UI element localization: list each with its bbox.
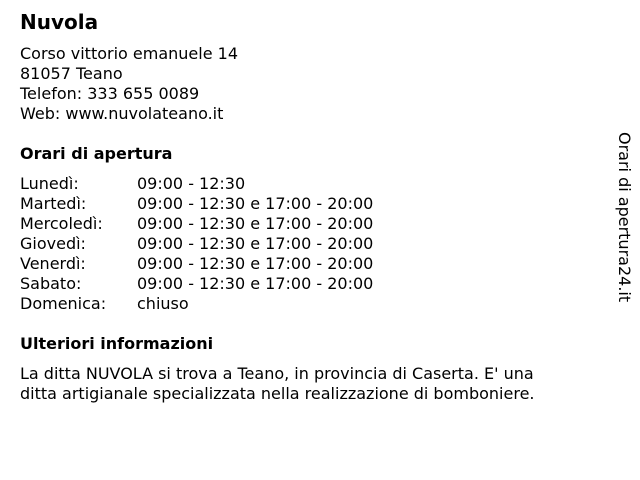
hours-row-wednesday bbox=[20, 214, 373, 234]
info-description bbox=[20, 364, 600, 404]
hours-time: chiuso bbox=[137, 294, 189, 313]
hours-row-tuesday bbox=[20, 194, 373, 214]
side-brand: Orari di apertura24.it bbox=[615, 132, 634, 303]
hours-row-thursday bbox=[20, 234, 373, 254]
business-name: Nuvola bbox=[20, 10, 99, 34]
hours-time: 09:00 - 12:30 e 17:00 - 20:00 bbox=[137, 234, 374, 253]
hours-time: 09:00 - 12:30 e 17:00 - 20:00 bbox=[137, 194, 374, 213]
city-line: 81057 Teano bbox=[20, 64, 123, 83]
hours-time: 09:00 - 12:30 e 17:00 - 20:00 bbox=[137, 274, 374, 293]
hours-day: Martedì: bbox=[20, 194, 87, 213]
hours-day: Domenica: bbox=[20, 294, 107, 313]
address-line: Corso vittorio emanuele 14 bbox=[20, 44, 238, 63]
hours-row-sunday bbox=[20, 294, 373, 314]
info-line: ditta artigianale specializzata nella realizzazione di bomboniere. bbox=[20, 384, 535, 403]
hours-day: Mercoledì: bbox=[20, 214, 103, 233]
hours-row-monday bbox=[20, 174, 373, 194]
hours-day: Venerdì: bbox=[20, 254, 86, 273]
hours-title: Orari di apertura bbox=[20, 144, 173, 163]
web-line: Web: www.nuvolateano.it bbox=[20, 104, 224, 123]
phone-line: Telefon: 333 655 0089 bbox=[20, 84, 200, 103]
hours-day: Giovedì: bbox=[20, 234, 86, 253]
hours-time: 09:00 - 12:30 bbox=[137, 174, 246, 193]
info-title: Ulteriori informazioni bbox=[20, 334, 214, 353]
hours-day: Sabato: bbox=[20, 274, 82, 293]
info-line: La ditta NUVOLA si trova a Teano, in provincia di Caserta. E' una bbox=[20, 364, 534, 383]
hours-day: Lunedì: bbox=[20, 174, 79, 193]
hours-time: 09:00 - 12:30 e 17:00 - 20:00 bbox=[137, 254, 374, 273]
hours-time: 09:00 - 12:30 e 17:00 - 20:00 bbox=[137, 214, 374, 233]
hours-row-friday bbox=[20, 254, 373, 274]
opening-hours bbox=[20, 174, 373, 314]
business-contact-block bbox=[20, 44, 238, 124]
hours-row-saturday bbox=[20, 274, 373, 294]
